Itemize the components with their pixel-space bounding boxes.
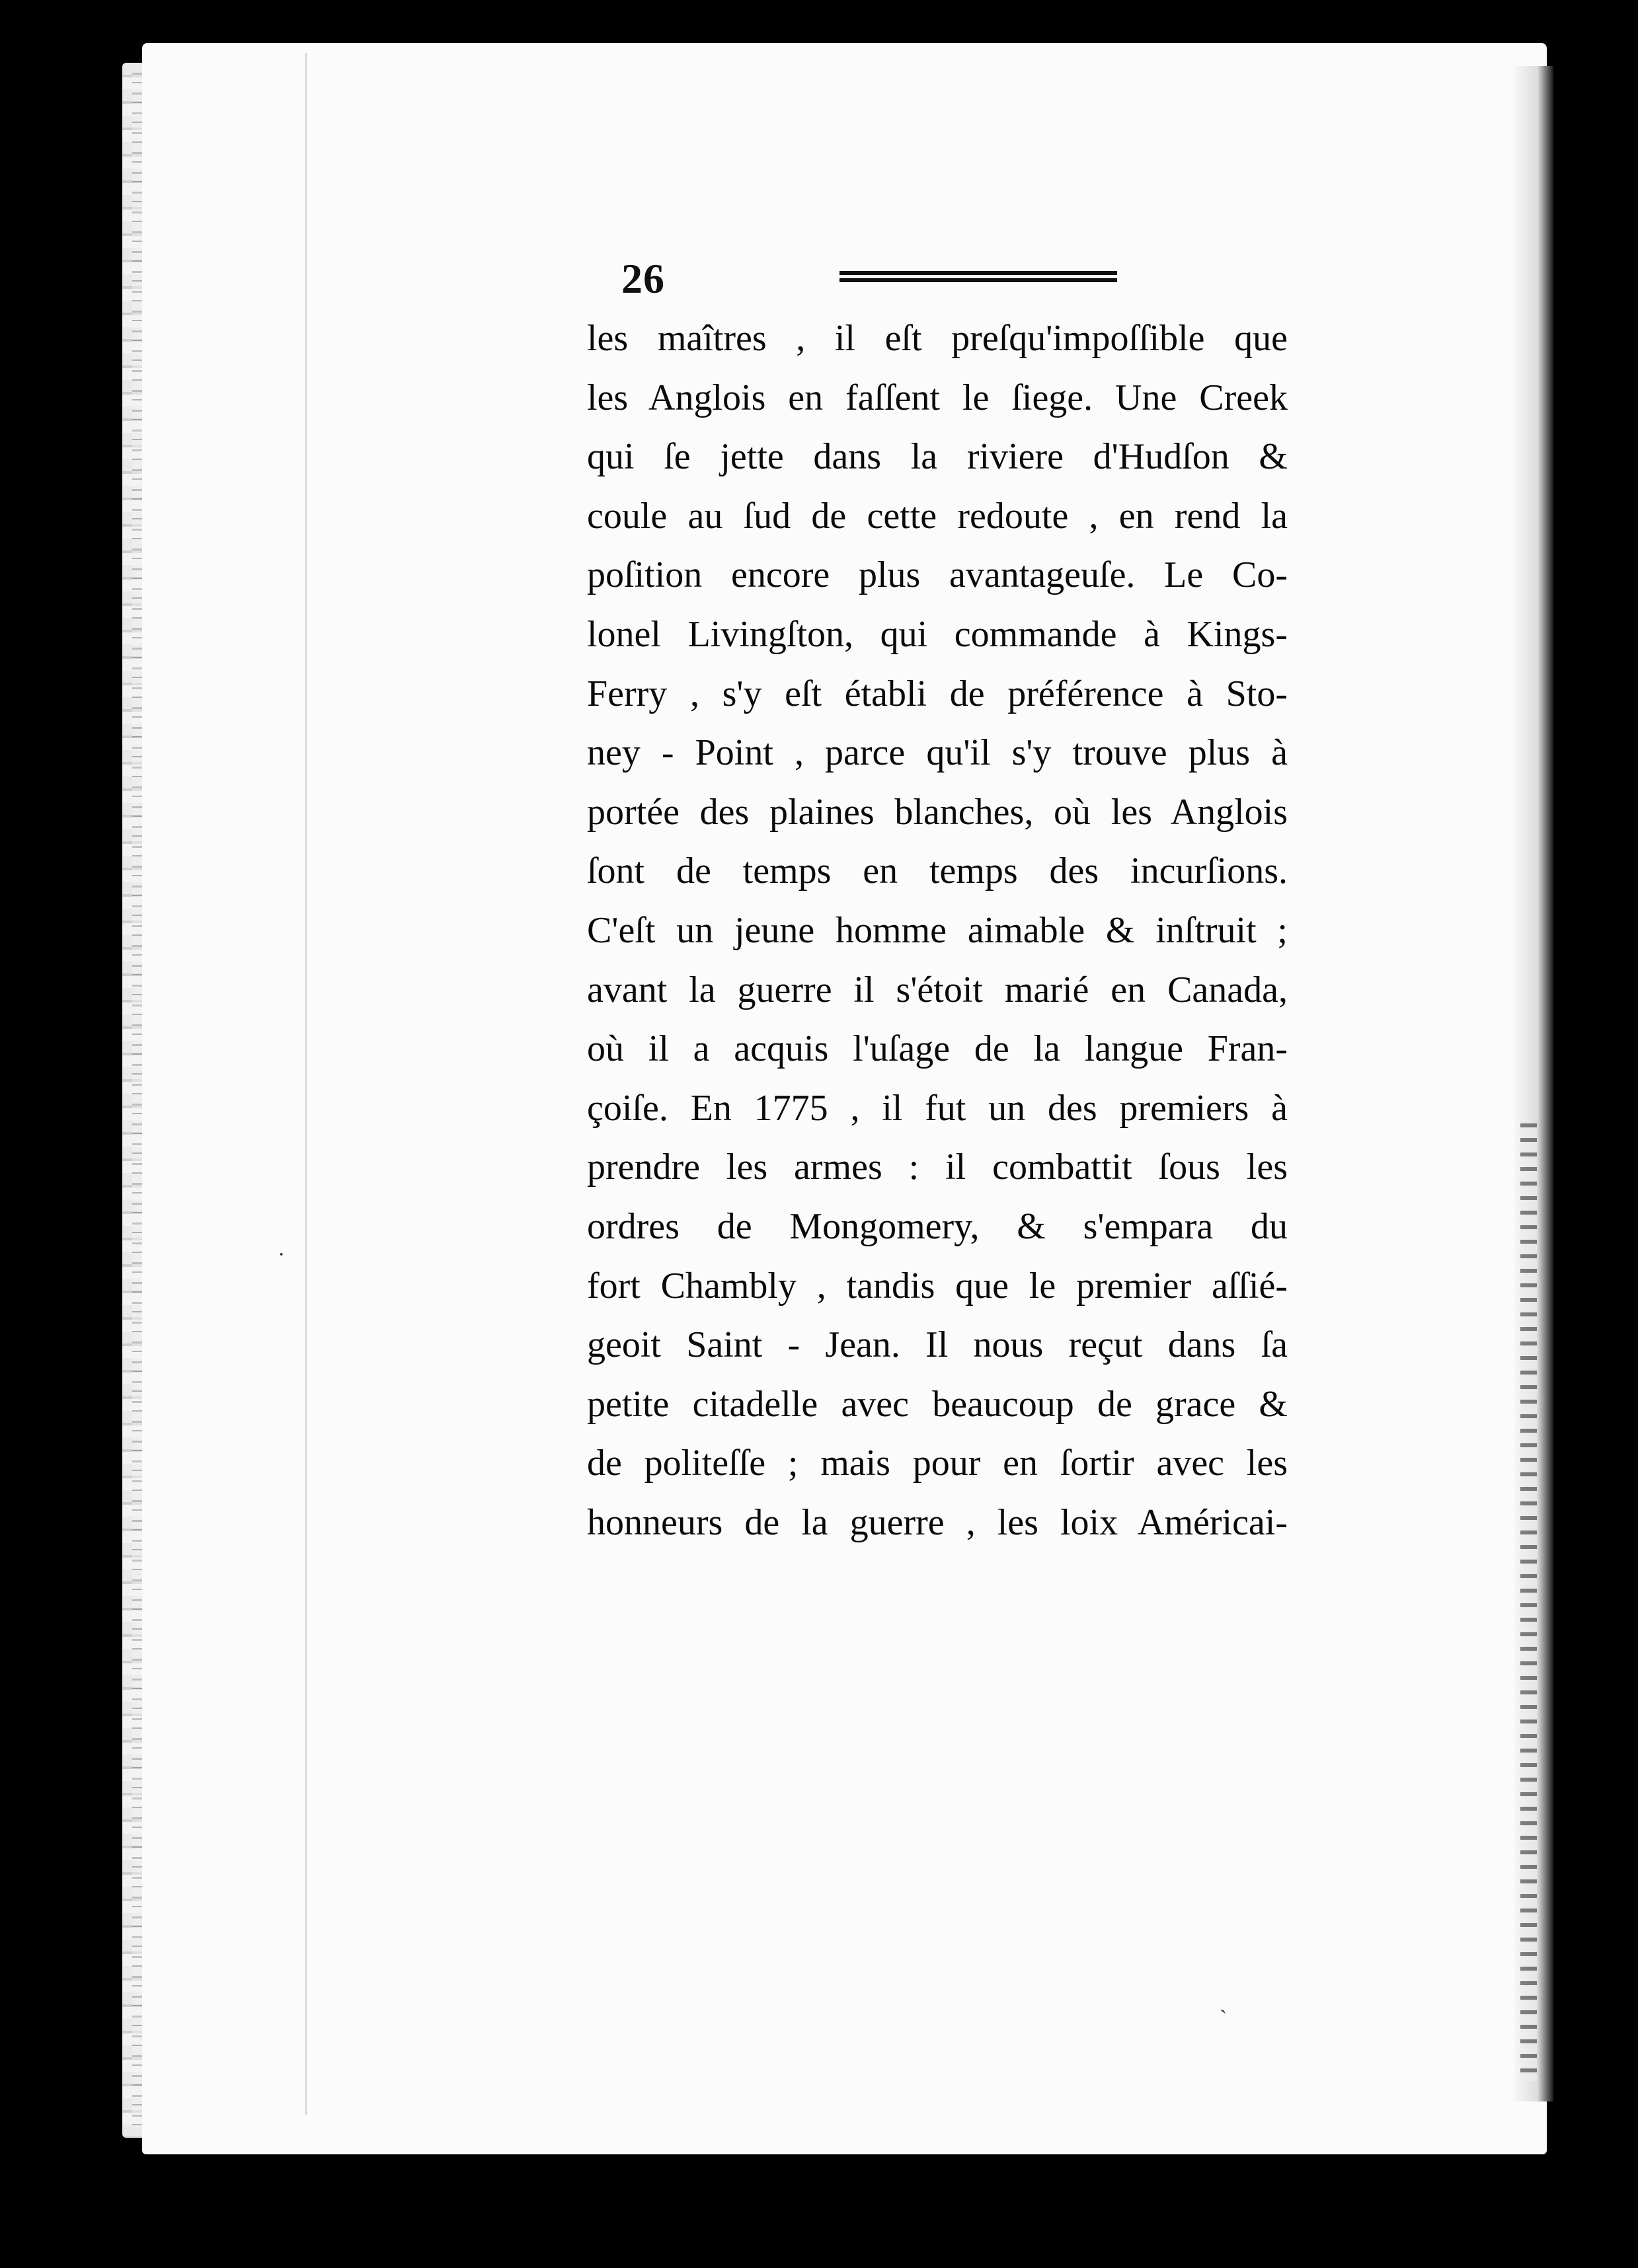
ink-speck: · [278,1242,286,1267]
body-text [587,309,1288,1552]
text-line: les maîtres , il eſt preſqu'impoſſible que [587,318,1288,359]
text-line: poſition encore plus avantageuſe. Le Co- [587,554,1288,596]
page-right-edge-texture [1520,1123,1537,2082]
text-line: avant la guerre il s'étoit marié en Canada, [587,969,1288,1010]
text-line: ſont de temps en temps des incurſions. [587,850,1288,892]
text-line: prendre les armes : il combattit ſous les [587,1147,1288,1188]
header-double-rule [839,271,1117,291]
text-line: ney - Point , parce qu'il s'y trouve plus à [587,732,1288,774]
text-line: les Anglois en faſſent le ſiege. Une Creek [587,377,1288,418]
text-line: ordres de Mongomery, & s'empara du [587,1205,1288,1247]
text-line: honneurs de la guerre , les loix Américai- [587,1501,1288,1543]
header-rule-line [839,271,1117,275]
text-line: C'eſt un jeune homme aimable & inſtruit ; [587,909,1288,951]
text-line: Ferry , s'y eſt établi de préférence à Sto- [587,673,1288,714]
text-line: lonel Livingſton, qui commande à Kings- [587,613,1288,655]
text-line: portée des plaines blanches, où les Anglois [587,791,1288,833]
text-line: fort Chambly , tandis que le premier aſſié- [587,1265,1288,1306]
text-line: de politeſſe ; mais pour en ſortir avec les [587,1443,1288,1484]
text-line: petite citadelle avec beaucoup de grace & [587,1383,1288,1425]
text-line: geoit Saint - Jean. Il nous reçut dans ſa [587,1324,1288,1366]
header-rule-line [839,278,1117,282]
ink-speck: ˎ [1220,1989,1228,2014]
page-number: 26 [621,255,665,302]
text-line: qui ſe jette dans la riviere d'Hudſon & [587,436,1288,478]
text-line: coule au ſud de cette redoute , en rend la [587,495,1288,537]
page-fold-line [305,53,307,2115]
text-line: où il a acquis l'uſage de la langue Fran- [587,1028,1288,1070]
text-line: çoiſe. En 1775 , il fut un des premiers à [587,1087,1288,1129]
